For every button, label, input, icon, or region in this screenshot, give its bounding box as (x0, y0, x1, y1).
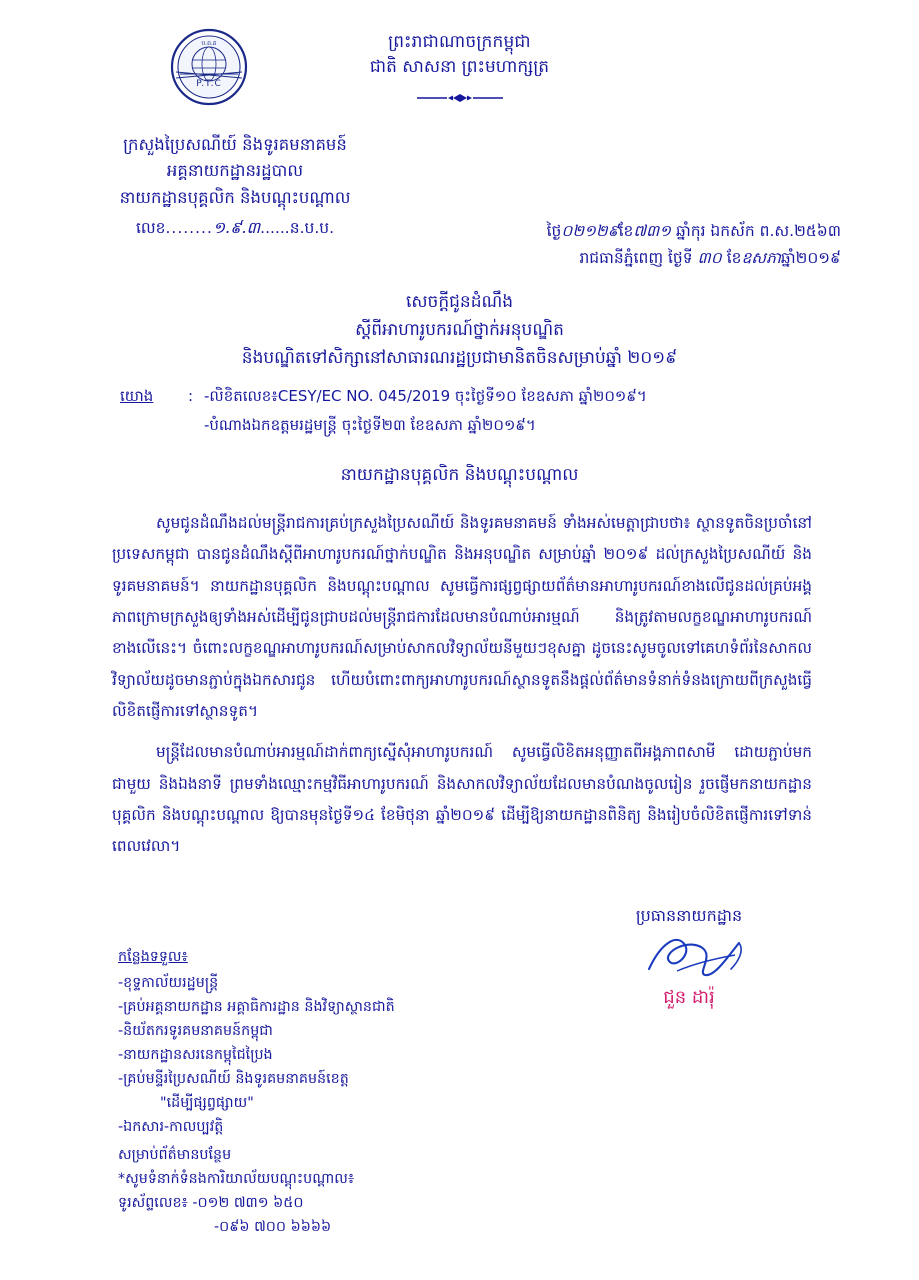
telephone-number-1: -០១២ ៧៣១ ៦៥០ (192, 1195, 304, 1212)
date-city-prefix: រាជធានីភ្នំពេញ ថ្ងៃទី (579, 249, 693, 268)
signatory-name: ជួន ដារ៉ុ (663, 987, 715, 1008)
document-number-dots-left: ........ (165, 219, 213, 238)
date-gregorian-year: ឆ្នាំ២០១៩ (780, 249, 841, 268)
distribution-item: -ខុទ្ទកាល័យរដ្ឋមន្ត្រី (118, 975, 219, 992)
additional-info-heading: សម្រាប់ព័ត៌មានបន្ថែម (118, 1147, 232, 1164)
decorative-divider-icon (415, 88, 505, 98)
kingdom-line-2: ជាតិ សាសនា ព្រះមហាក្សត្រ (369, 56, 550, 77)
title-line-1: សេចក្ដីជូនដំណឹង (405, 292, 514, 312)
date-lunar-mid: ១២៩ (584, 222, 619, 240)
distribution-items (118, 971, 538, 1139)
document-header (0, 0, 919, 120)
date-gregorian-month: ឧសភា (741, 249, 781, 268)
references-label: យោង (120, 387, 154, 405)
distribution-heading: កន្លែងទទួល៖ (118, 949, 188, 965)
distribution-item: -ឯកសារ-កាលប្បវត្តិ (118, 1119, 224, 1136)
distribution-item: -និយ័តករទូរគមនាគមន៍កម្ពុជា (118, 1023, 273, 1040)
references-colon: : (188, 387, 194, 405)
document-number-label: លេខ (135, 219, 166, 238)
document-title (0, 288, 919, 372)
date-lunar-year: ឆ្នាំកុរ ឯកស័ក ព.ស.២៥៦៣ (675, 222, 841, 240)
handwritten-signature-icon (539, 925, 839, 991)
signatory-role: ប្រធាននាយកដ្ឋាន (635, 906, 743, 925)
date-lunar-day: ០២ (561, 222, 585, 240)
kingdom-line-1: ព្រះរាជាណាចក្រកម្ពុជា (388, 32, 531, 52)
date-gregorian-line (411, 245, 841, 272)
telephone-row-2 (118, 1215, 538, 1239)
ministry-line-3: នាយកដ្ឋានបុគ្គលិក និងបណ្ដុះបណ្ដាល (119, 187, 351, 207)
date-lunar-month-label: ខែ (618, 222, 634, 240)
date-lunar-month: ៧៣១ (633, 222, 672, 240)
title-line-3: និងបណ្ឌិតទៅសិក្សានៅសាធារណរដ្ឋប្រជាមានិតចិនសម្រាប់ឆ្នាំ ២០១៩ (241, 348, 678, 369)
body-paragraph-1: សូមជូនដំណឹងដល់មន្ត្រីរាជការគ្រប់ក្រសួងប្រៃសណីយ៍ និងទូរគមនាគមន៍ ទាំងអស់មេត្តាជ្រាបថា៖ ស្ថានទូតចិនប្រចាំនៅប្រទេសកម្ពុជា បានជូនដំណឹងស្ដីពីអាហារូបករណ៍ថ្នាក់បណ្ឌិត និងអនុបណ្ឌិត សម្រាប់ឆ្នាំ ២០១៩ ដល់ក្រសួងប្រៃសណីយ៍ និងទូរគមនាគមន៍។ នាយកដ្ឋានបុគ្គលិក និងបណ្ដុះបណ្ដាល សូមធ្វើការផ្សព្វផ្សាយព័ត៌មានអាហារូបករណ៍ខាងលើជូនដល់គ្រប់អង្គភាពក្រោមក្រសួងឲ្យទាំងអស់ដើម្បីជូនជ្រាបដល់មន្ត្រីរាជការដែលមានបំណាប់អារម្មណ៍ និងត្រូវតាមលក្ខខណ្ឌអាហារូបករណ៍ខាងលើនេះ។ ចំពោះលក្ខខណ្ឌអាហារូបករណ៍សម្រាប់សាកលវិទ្យាល័យនីមួយៗខុសគ្នា ដូចនេះសូមចូលទៅគេហទំព័រនៃសាកលវិទ្យាល័យដូចមានភ្ជាប់ក្នុងឯកសារជូន ហើយបំពោះពាក្យអាហារូបករណ៍ស្ថានទូតនឹងផ្ដល់ព័ត៌មានទំនាក់ទំនងក្រោយពីក្រសួងធ្វើលិខិតផ្ញើការទៅស្ថានទូត។ (112, 514, 813, 721)
date-lunar-line (411, 218, 841, 245)
telephone-number-2: -០៩៦ ៧០០ ៦៦៦៦ (214, 1219, 332, 1236)
ministry-line-1: ក្រសួងប្រៃសណីយ៍ និងទូរគមនាគមន៍ (123, 135, 347, 154)
reference-item-1: -លិខិតលេខ៖CESY/EC NO. 045/2019 ចុះថ្ងៃទី១០ ខែឧសភា ឆ្នាំ២០១៩។ (204, 387, 647, 405)
svg-text:P.T.C: P.T.C (196, 79, 222, 89)
addressee-heading: នាយកដ្ឋានបុគ្គលិក និងបណ្ដុះបណ្ដាល (340, 465, 579, 485)
date-gregorian-day: ៣០ (697, 249, 722, 268)
reference-row-2 (120, 411, 820, 440)
distribution-item: -គ្រប់មន្ទីរប្រៃសណីយ៍ និងទូរគមនាគមន៍ខេត្ត (118, 1071, 349, 1088)
date-lunar-prefix: ថ្ងៃ (546, 222, 562, 240)
contact-line: *សូមទំនាក់ទំនងការិយាល័យបណ្ដុះបណ្ដាល៖ (118, 1171, 355, 1188)
date-block (411, 218, 841, 272)
ministry-block (40, 132, 430, 241)
distribution-item: -នាយកដ្ឋានសរនេកម្ពុជៃប្រៃង (118, 1047, 273, 1064)
svg-text:ប.ព.គ: ប.ព.គ (201, 40, 217, 47)
references-block (120, 382, 820, 439)
document-number-value: ១.៩.៣ (212, 218, 261, 238)
telephone-label: ទូរស័ព្ទលេខ៖ (118, 1195, 188, 1212)
date-gregorian-month-label: ខែ (726, 249, 742, 268)
distribution-list (118, 945, 538, 1239)
reference-item-2: -បំណាងឯកឧត្ដមរដ្ឋមន្ត្រី ចុះថ្ងៃទី២៣ ខែឧសភា ឆ្នាំ២០១៩។ (204, 415, 536, 434)
signature-block (539, 905, 839, 1012)
distribution-item: -គ្រប់អគ្គនាយកដ្ឋាន អគ្គាធិការដ្ឋាន និងវិទ្យាស្ថានជាតិ (118, 999, 395, 1016)
distribution-item-note: "ដើម្បីផ្សព្វផ្សាយ" (160, 1095, 254, 1112)
title-line-2: ស្ដីពីអាហារូបករណ៍ថ្នាក់អនុបណ្ឌិត (355, 320, 564, 341)
document-number-line (40, 215, 430, 241)
telephone-row-1 (118, 1191, 538, 1215)
body-paragraph-2: មន្ត្រីដែលមានបំណាប់អារម្មណ៍ដាក់ពាក្យស្នើសុំអាហារូបករណ៍ សូមធ្វើលិខិតអនុញ្ញាតពីអង្គភាពសាមី ដោយភ្ជាប់មកជាមួយ និងឯងនាទី ព្រមទាំងឈ្មោះកម្មវិធីអាហារូបករណ៍ និងសាកលវិទ្យាល័យដែលមានបំណងចូលរៀន រួចផ្ញើមកនាយកដ្ឋានបុគ្គលិក និងបណ្ដុះបណ្ដាល ឱ្យបានមុនថ្ងៃទី១៤ ខែមិថុនា ឆ្នាំ២០១៩ ដើម្បីឱ្យនាយកដ្ឋានពិនិត្យ និងរៀបចំលិខិតផ្ញើការទៅទាន់ពេលវេលា។ (112, 743, 812, 856)
kingdom-heading (0, 30, 919, 79)
document-body (112, 508, 812, 869)
ministry-line-2: អគ្គនាយកដ្ឋានរដ្ឋបាល (166, 161, 304, 181)
reference-row-1 (120, 382, 820, 411)
document-number-suffix: ......ន.ប.ប. (260, 219, 335, 238)
